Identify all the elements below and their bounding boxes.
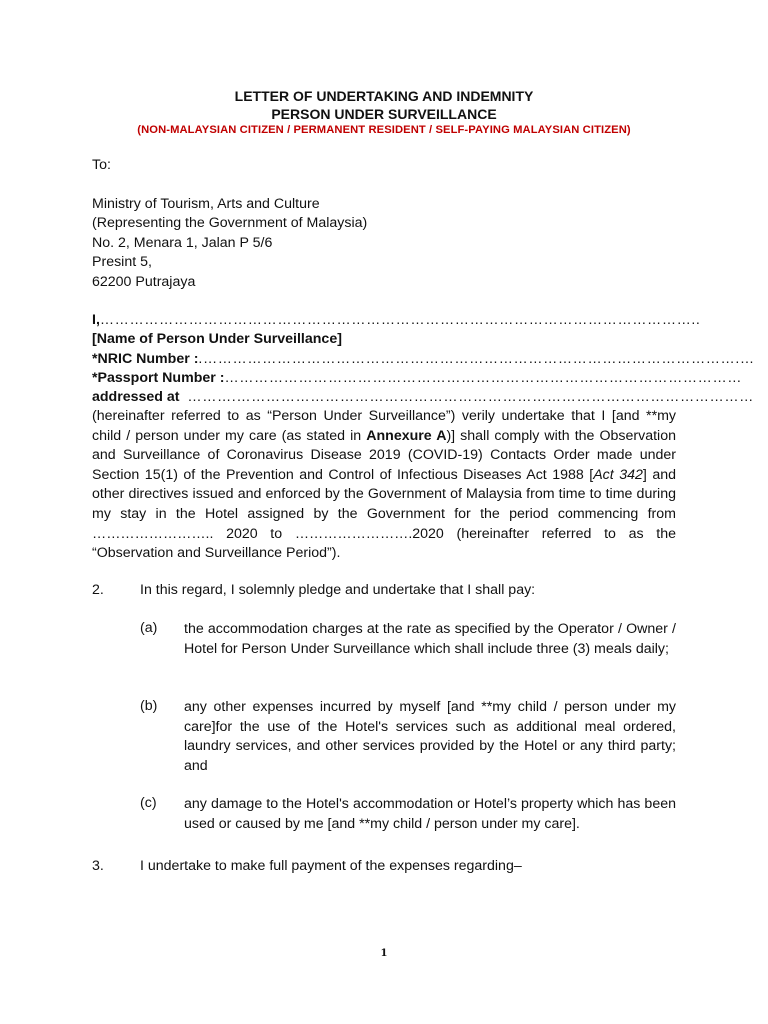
clause-2a-label: (a) [140,620,158,636]
nric-label: *NRIC Number : [92,351,199,367]
act-ref: Act 342 [593,466,643,483]
clause-2c-text: any damage to the Hotel's accommodation or Hotel’s property which has been used or caused by me [and **my child / person under my care]. [184,796,676,832]
address-line-1: Ministry of Tourism, Arts and Culture [92,196,320,212]
page-number: 1 [380,948,388,959]
declarant-name-line [92,312,700,328]
undertaking-text-part1: (hereinafter referred to as “Person Under Surveillance”) verily undertake that I [and **my child / person under my care (as stated in [92,408,676,444]
clause-2-number: 2. [92,582,104,598]
passport-blank[interactable]: …………………………………………………………………………………………… [224,370,743,386]
clause-2b-text: any other expenses incurred by myself [and **my child / person under my care]for the use of the Hotel's services such as additional meal ordered, laundry services, and other services provided by the Hotel or any third party; and [184,699,676,774]
document-subtitle: (NON-MALAYSIAN CITIZEN / PERMANENT RESIDENT / SELF-PAYING MALAYSIAN CITIZEN) [137,124,631,136]
undertaking-text-part3: ] and other directives issued and enforced by the Government of Malaysia from time to time during my stay in the Hotel assigned by the Government for the period commencing from …………………….. 2020 to …………………….2020 (hereinafter referred to as the “Observation and Surveillance Period”). [92,466,676,562]
address-blank[interactable]: ……….…………………………………………………………………………………………… [187,389,754,405]
undertaking-text-part2: )] shall comply with the Observation and Surveillance of Coronavirus Disease 2019 (COVID-19) Contacts Order made under Section 15(1) of the Prevention and Control of Infectious Diseases Act 1988 [ [92,427,676,483]
clause-2a-text: the accommodation charges at the rate as specified by the Operator / Owner / Hotel for Person Under Surveillance which shall include three (3) meals daily; [184,621,676,657]
i-label: I, [92,312,100,328]
to-label: To: [92,157,111,173]
annexure-ref: Annexure A [366,427,447,444]
name-blank[interactable]: ………………………………………………………………………………………………………….. [99,312,701,328]
clause-2b-label: (b) [140,698,158,714]
clause-2c-label: (c) [140,795,157,811]
nric-line [92,351,755,367]
address-line-4: Presint 5, [92,254,152,270]
document-title-line1: LETTER OF UNDERTAKING AND INDEMNITY [234,88,534,104]
clause-2-text: In this regard, I solemnly pledge and undertake that I shall pay: [140,582,536,598]
address-line-3: No. 2, Menara 1, Jalan P 5/6 [92,235,273,251]
name-caption: [Name of Person Under Surveillance] [92,331,342,347]
document-title-line2: PERSON UNDER SURVEILLANCE [271,106,497,122]
clause-3-number: 3. [92,858,104,874]
address-line-2: (Representing the Government of Malaysia) [92,215,368,231]
address-line-5: 62200 Putrajaya [92,274,196,290]
residence-line [92,389,754,405]
passport-line [92,370,742,386]
nric-blank[interactable]: .……………………………………………………………………………………………….… [198,351,755,367]
passport-label: *Passport Number : [92,370,225,386]
undertaking-paragraph [92,407,676,564]
address-at-label: addressed at [92,389,180,405]
clause-3-text: I undertake to make full payment of the expenses regarding– [140,858,522,874]
